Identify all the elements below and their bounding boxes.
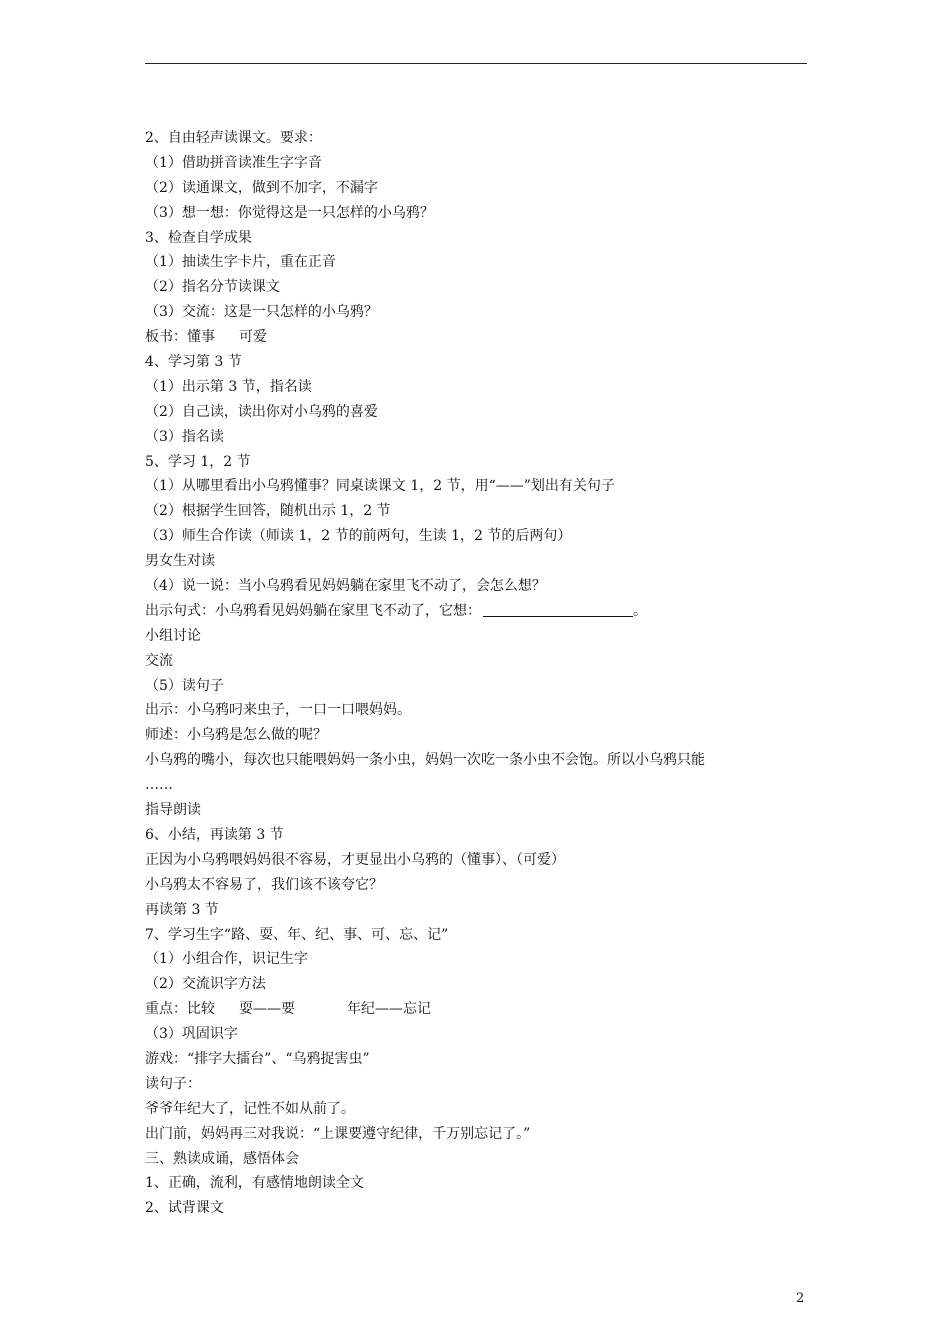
text-line: 小乌鸦太不容易了，我们该不该夸它？ bbox=[145, 876, 383, 893]
text-line: 正因为小乌鸦喂妈妈很不容易，才更显出小乌鸦的（懂事）、（可爱） bbox=[145, 851, 565, 868]
text-line: （1）从哪里看出小乌鸦懂事？同桌读课文 1，2 节，用“——”划出有关句子 bbox=[145, 478, 615, 495]
text-line: （3）师生合作读（师读 1，2 节的前两句，生读 1，2 节的后两句） bbox=[145, 528, 572, 545]
text-line: （2）指名分节读课文 bbox=[145, 279, 280, 296]
text-line: （1）借助拼音读准生字字音 bbox=[145, 154, 322, 171]
text-line: （2）交流识字方法 bbox=[145, 976, 266, 993]
text-line: （1）抽读生字卡片，重在正音 bbox=[145, 254, 336, 271]
board-notes-line: 板书：懂事 可爱 bbox=[145, 329, 267, 346]
text-line: 5、学习 1，2 节 bbox=[145, 453, 251, 470]
text-line: 小组讨论 bbox=[145, 627, 201, 644]
sentence-pattern-line: 出示句式：小乌鸦看见妈妈躺在家里飞不动了，它想： 。 bbox=[145, 602, 647, 619]
text-line: 3、检查自学成果 bbox=[145, 229, 252, 246]
text-line: 出门前，妈妈再三对我说：“上课要遵守纪律，千万别忘记了。” bbox=[145, 1125, 531, 1142]
text-line: （3）交流：这是一只怎样的小乌鸦？ bbox=[145, 304, 378, 321]
text-line: 指导朗读 bbox=[145, 802, 201, 819]
document-body bbox=[145, 126, 815, 1221]
text-line: （1）出示第 3 节，指名读 bbox=[145, 378, 312, 395]
text-line: 6、小结，再读第 3 节 bbox=[145, 826, 284, 843]
text-line: 2、自由轻声读课文。要求： bbox=[145, 130, 322, 146]
text-line: …… bbox=[145, 777, 173, 794]
text-line: 师述：小乌鸦是怎么做的呢？ bbox=[145, 727, 327, 744]
text-line: （3）指名读 bbox=[145, 428, 224, 445]
comparison-line: 重点：比较 耍——要 年纪——忘记 bbox=[145, 1001, 431, 1018]
page-number: 2 bbox=[796, 1291, 805, 1306]
text-line: （2）根据学生回答，随机出示 1，2 节 bbox=[145, 503, 391, 520]
text-line: 读句子： bbox=[145, 1075, 201, 1092]
text-line: 7、学习生字“路、耍、年、纪、事、可、忘、记” bbox=[145, 926, 449, 943]
text-line: 交流 bbox=[145, 652, 173, 669]
header-rule bbox=[145, 63, 807, 64]
text-line: （2）读通课文，做到不加字，不漏字 bbox=[145, 179, 378, 196]
text-line: 三、熟读成诵，感悟体会 bbox=[145, 1150, 299, 1167]
text-line: 再读第 3 节 bbox=[145, 901, 219, 918]
text-line: （3）想一想：你觉得这是一只怎样的小乌鸦？ bbox=[145, 204, 434, 221]
text-line: 小乌鸦的嘴小，每次也只能喂妈妈一条小虫，妈妈一次吃一条小虫不会饱。所以小乌鸦只能 bbox=[145, 752, 705, 769]
text-line: 1、正确，流利，有感情地朗读全文 bbox=[145, 1175, 364, 1192]
text-line: （5）读句子 bbox=[145, 677, 224, 694]
board-word: 可爱 bbox=[239, 329, 267, 346]
text-line: （3）巩固识字 bbox=[145, 1026, 238, 1043]
text-line: 游戏：“排字大擂台”、“乌鸦捉害虫” bbox=[145, 1050, 370, 1067]
compare-pair: 年纪——忘记 bbox=[347, 1001, 431, 1018]
text-line: （2）自己读，读出你对小乌鸦的喜爱 bbox=[145, 403, 378, 420]
text-line: 4、学习第 3 节 bbox=[145, 354, 242, 371]
text-line: 2、试背课文 bbox=[145, 1200, 224, 1217]
fill-in-blank bbox=[483, 615, 633, 617]
text-line: 爷爷年纪大了，记性不如从前了。 bbox=[145, 1100, 355, 1117]
text-line: 出示：小乌鸦叼来虫子，一口一口喂妈妈。 bbox=[145, 702, 411, 719]
text-line: （4）说一说：当小乌鸦看见妈妈躺在家里飞不动了，会怎么想？ bbox=[145, 578, 546, 595]
text-line: 男女生对读 bbox=[145, 553, 215, 570]
compare-pair: 耍——要 bbox=[239, 1001, 295, 1018]
text-line: （1）小组合作，识记生字 bbox=[145, 951, 308, 968]
